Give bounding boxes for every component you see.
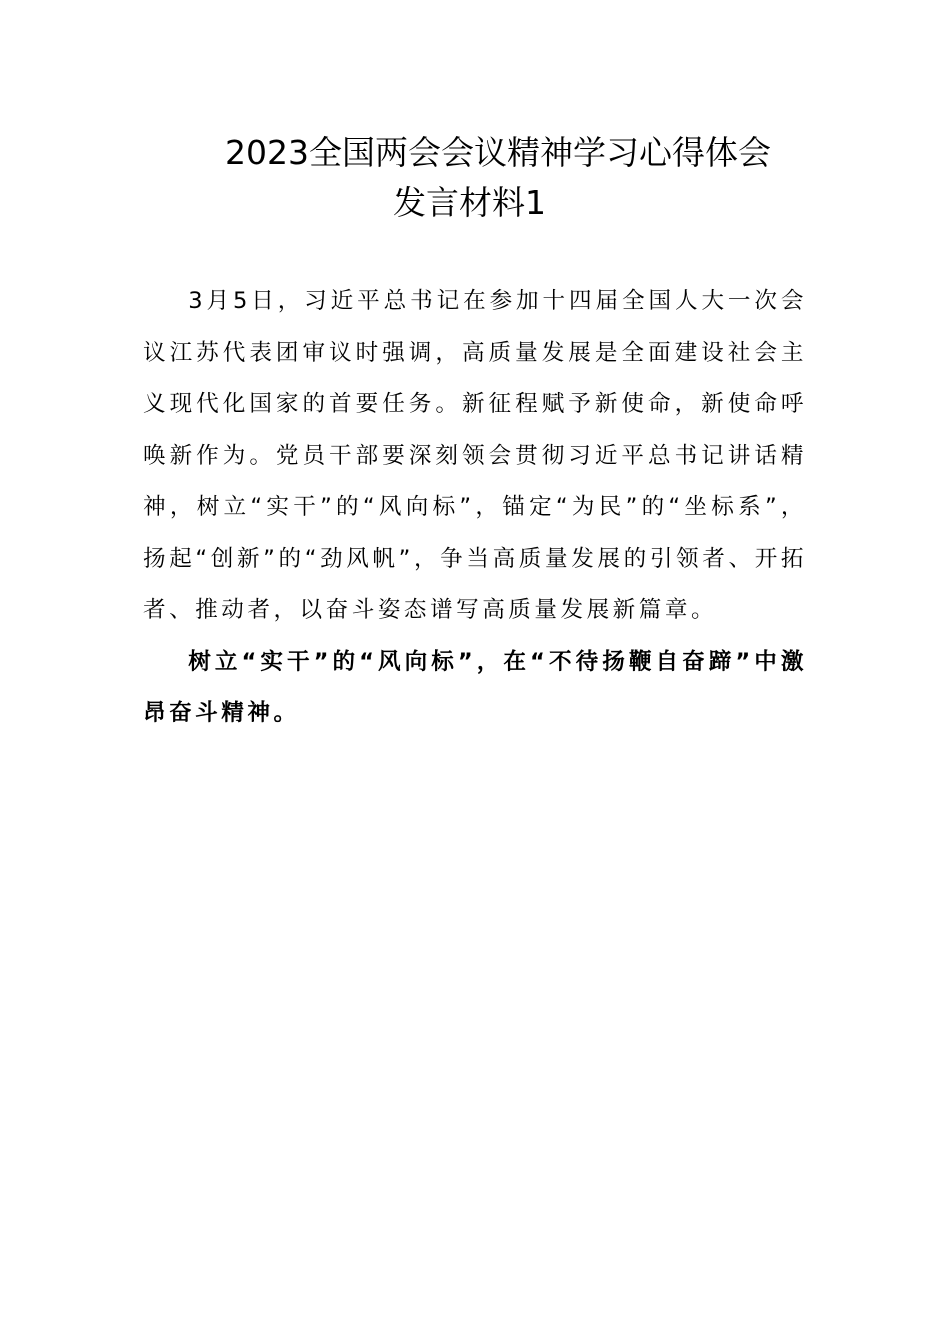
section-heading: 树立“实干”的“风向标”，在“不待扬鞭自奋蹄”中激昂奋斗精神。 (143, 648, 807, 726)
document-body (143, 276, 807, 740)
title-line-1: 2023全国两会会议精神学习心得体会 (225, 133, 771, 172)
body-paragraph: 3月5日，习近平总书记在参加十四届全国人大一次会议江苏代表团审议时强调，高质量发展是全面建设社会主义现代化国家的首要任务。新征程赋予新使命，新使命呼唤新作为。党员干部要深刻领会贯彻习近平总书记讲话精神，树立“实干”的“风向标”，锚定“为民”的“坐标系”，扬起“创新”的“劲风帆”，争当高质量发展的引领者、开拓者、推动者，以奋斗姿态谱写高质量发展新篇章。 (143, 288, 807, 623)
title-line-2: 发言材料1 (393, 183, 546, 222)
document-title (140, 128, 880, 228)
